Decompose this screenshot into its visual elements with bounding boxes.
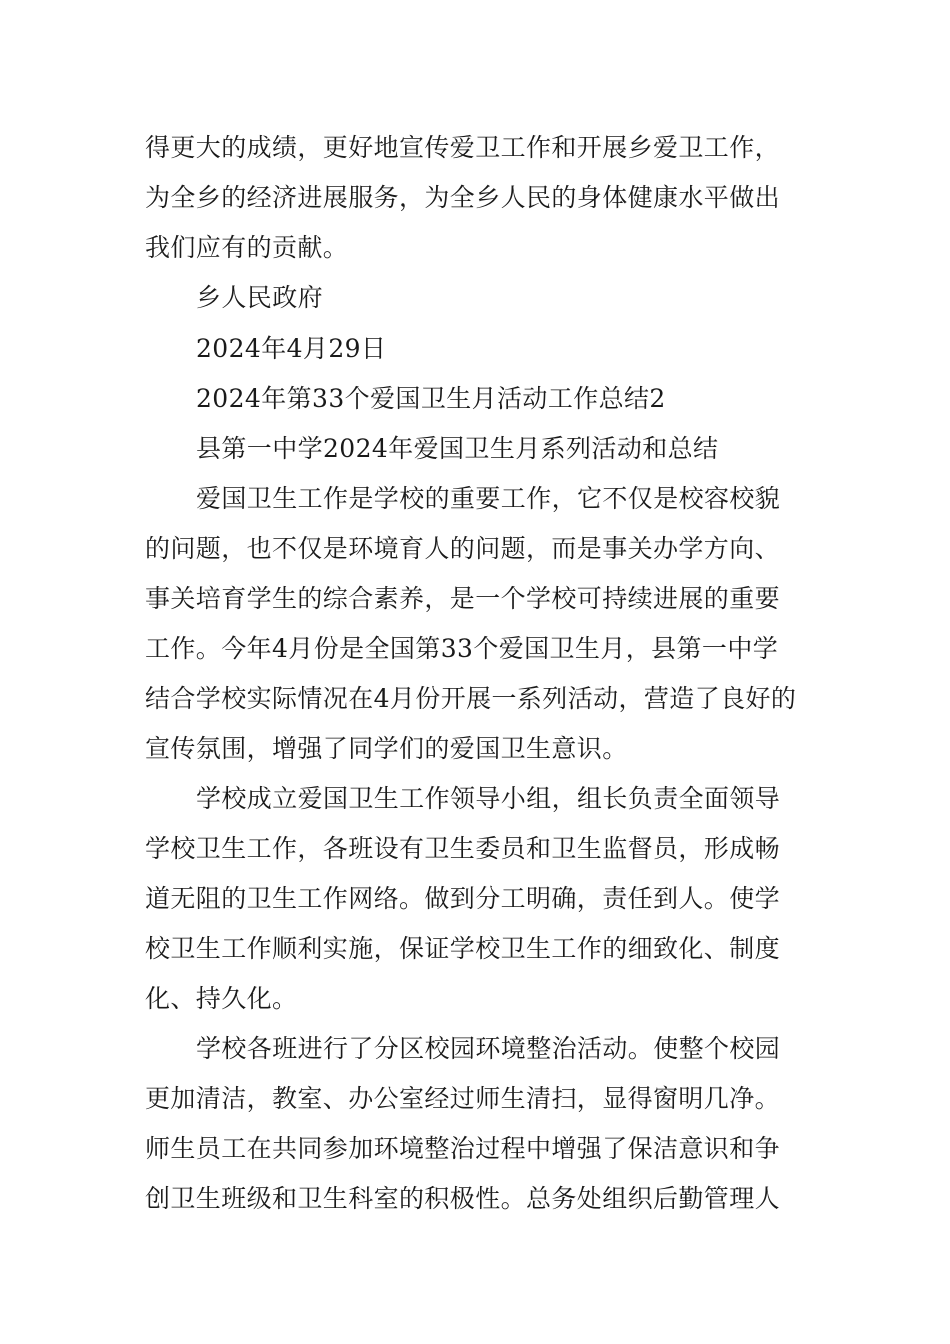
text-line: 更加清洁，教室、办公室经过师生清扫，显得窗明几净。 (145, 1084, 781, 1113)
text-line: 我们应有的贡献。 (145, 233, 349, 262)
section-subtitle: 县第一中学2024年爱国卫生月系列活动和总结 (196, 434, 719, 463)
text-line: 学校卫生工作，各班设有卫生委员和卫生监督员，形成畅 (145, 834, 781, 863)
text-line: 为全乡的经济进展服务，为全乡人民的身体健康水平做出 (145, 183, 781, 212)
text-line: 创卫生班级和卫生科室的积极性。总务处组织后勤管理人 (145, 1184, 781, 1213)
text-line: 学校成立爱国卫生工作领导小组，组长负责全面领导 (196, 784, 781, 813)
signature-date: 2024年4月29日 (196, 334, 387, 363)
text-line: 宣传氛围，增强了同学们的爱国卫生意识。 (145, 734, 628, 763)
text-line: 师生员工在共同参加环境整治过程中增强了保洁意识和争 (145, 1134, 781, 1163)
section-title: 2024年第33个爱国卫生月活动工作总结2 (196, 384, 666, 413)
text-line: 结合学校实际情况在4月份开展一系列活动，营造了良好的 (145, 684, 797, 713)
text-line: 道无阻的卫生工作网络。做到分工明确，责任到人。使学 (145, 884, 781, 913)
text-line: 事关培育学生的综合素养，是一个学校可持续进展的重要 (145, 584, 781, 613)
text-line: 爱国卫生工作是学校的重要工作，它不仅是校容校貌 (196, 484, 781, 513)
text-line: 的问题，也不仅是环境育人的问题，而是事关办学方向、 (145, 534, 781, 563)
text-line: 化、持久化。 (145, 984, 298, 1013)
text-line: 校卫生工作顺利实施，保证学校卫生工作的细致化、制度 (145, 934, 781, 963)
text-line: 工作。今年4月份是全国第33个爱国卫生月，县第一中学 (145, 634, 779, 663)
signature-organization: 乡人民政府 (196, 283, 324, 312)
text-line: 得更大的成绩，更好地宣传爱卫工作和开展乡爱卫工作， (145, 133, 781, 162)
text-line: 学校各班进行了分区校园环境整治活动。使整个校园 (196, 1034, 781, 1063)
